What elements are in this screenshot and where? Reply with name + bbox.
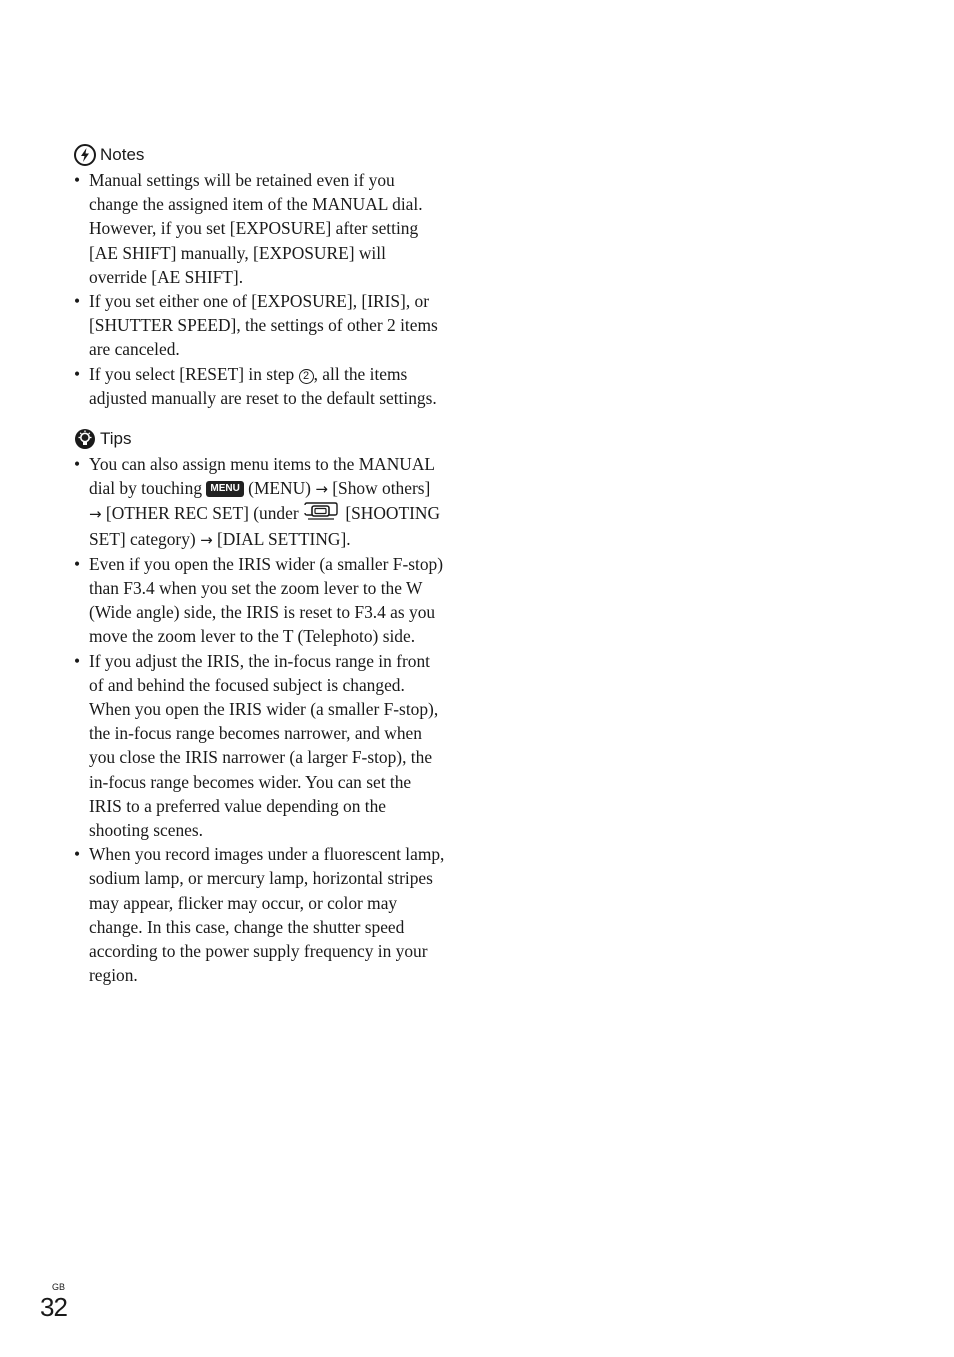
step-number-badge: 2 xyxy=(299,369,314,384)
language-code: GB xyxy=(52,1282,66,1292)
notes-warning-icon xyxy=(74,144,96,166)
tips-heading-label: Tips xyxy=(100,429,132,449)
list-item xyxy=(74,452,446,552)
tip-text: [OTHER REC SET] (under xyxy=(101,503,303,524)
notes-list xyxy=(74,168,446,410)
list-item xyxy=(74,362,446,410)
tips-heading xyxy=(74,426,446,452)
list-item: • Even if you open the IRIS wider (a smaller F-stop) than F3.4 when you set the zoom lever to the W (Wide angle) side, the IRIS is reset to F3.4 as you move the zoom lever to the T (Telephoto) side. xyxy=(74,552,446,649)
tip-text: [SHOOTING SET] category) xyxy=(89,503,441,549)
arrow-right-icon: → xyxy=(315,480,328,499)
lightbulb-icon xyxy=(74,428,96,450)
camera-shooting-set-icon xyxy=(303,502,339,522)
notes-heading xyxy=(74,142,446,168)
list-item: • When you record images under a fluorescent lamp, sodium lamp, or mercury lamp, horizontal stripes may appear, flicker may occur, or color may change. In this case, change the shutter speed according to the power supply frequency in your region. xyxy=(74,842,446,987)
note-text: , all the items adjusted manually are reset to the default settings. xyxy=(89,363,437,408)
tips-list xyxy=(74,452,446,987)
list-item: • Manual settings will be retained even if you change the assigned item of the MANUAL dial. However, if you set [EXPOSURE] after setting [AE SHIFT] manually, [EXPOSURE] will override [AE SHIFT]. xyxy=(74,168,446,289)
page-number: 32 xyxy=(40,1292,67,1322)
tip-text: You can also assign menu items to the MANUAL dial by touching xyxy=(89,454,435,499)
page-footer xyxy=(40,1282,67,1320)
tip-text: (MENU) xyxy=(243,478,316,499)
list-item: • If you set either one of [EXPOSURE], [IRIS], or [SHUTTER SPEED], the settings of other 2 items are canceled. xyxy=(74,289,446,362)
arrow-right-icon: → xyxy=(200,530,213,549)
tip-text: [Show others] xyxy=(327,478,431,499)
tip-text: [DIAL SETTING]. xyxy=(212,528,351,549)
list-item: • If you adjust the IRIS, the in-focus range in front of and behind the focused subject is changed. When you open the IRIS wider (a smaller F-stop), the in-focus range becomes narrower, and when you close the IRIS narrower (a larger F-stop), the in-focus range becomes wider. You can set the IRIS to a preferred value depending on the shooting scenes. xyxy=(74,649,446,843)
note-text: If you select [RESET] in step xyxy=(89,363,299,384)
menu-button-icon: MENU xyxy=(206,481,243,497)
notes-heading-label: Notes xyxy=(100,145,145,164)
arrow-right-icon: → xyxy=(89,505,102,524)
content-column xyxy=(74,142,446,988)
